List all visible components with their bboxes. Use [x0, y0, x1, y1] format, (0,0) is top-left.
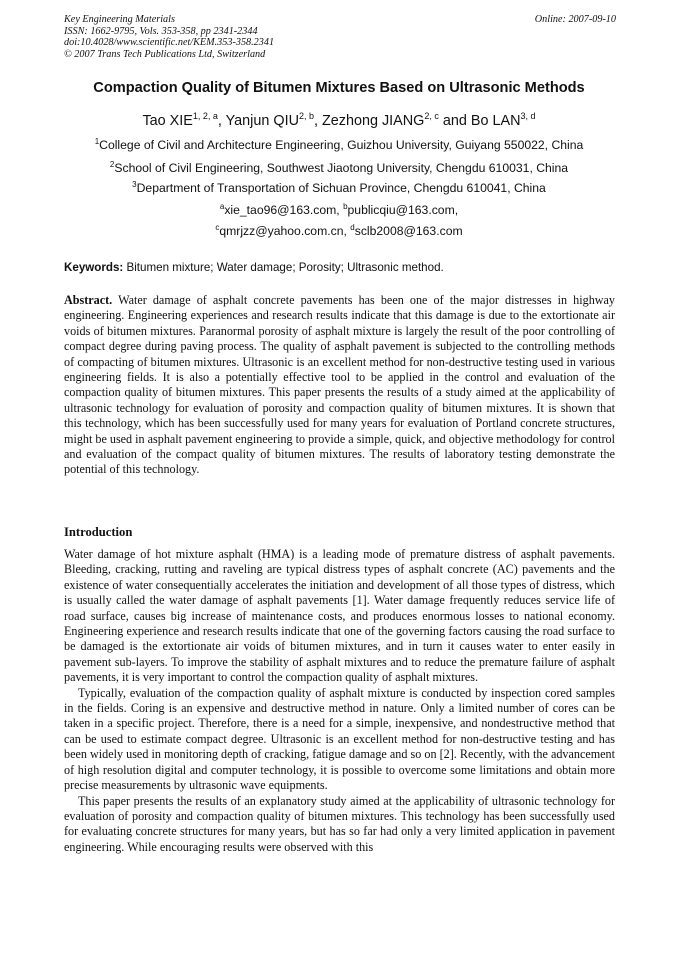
issn-line: ISSN: 1662-9795, Vols. 353-358, pp 2341-2344 [64, 25, 258, 37]
affiliation-text: College of Civil and Architecture Engineering, Guizhou University, Guiyang 550022, China [99, 138, 584, 152]
journal-header [64, 14, 616, 60]
keywords [64, 261, 616, 274]
email-text: qmrjzz@yahoo.com.cn, [219, 224, 351, 238]
affiliation-3 [40, 181, 638, 195]
affiliation-1 [40, 138, 638, 152]
email-sup: c [215, 222, 220, 232]
email-sup: b [343, 201, 348, 211]
affiliation-text: Department of Transportation of Sichuan Province, Chengdu 610041, China [136, 181, 546, 195]
author-sup: 2, c [424, 111, 439, 122]
affiliation-sup: 2 [109, 159, 115, 169]
author-sup: 3, d [520, 111, 536, 122]
keywords-label: Keywords: [64, 261, 124, 274]
abstract-label: Abstract. [64, 293, 113, 307]
paragraph: Water damage of hot mixture asphalt (HMA) is a leading mode of premature distress of asphalt pavements. Bleeding, cracking, rutting and raveling are typical distress types of asphalt concrete (AC) pavements and the existence of water consequentially accelerates the initiation and development of all those types of distress, which is usually called the water damage of asphalt pavements [1]. Water damage frequently reduces service life of road surface, causes big increase of maintenance costs, and produces enormous losses to national economy. Engineering experience and research results indicate that one of the governing factors causing the road surface to be damaged is the extortionate air voids of bitumen mixtures, and in turn it causes water to enter easily in pavement sub-layers. To improve the stability of asphalt mixtures and to reduce the premature failure of asphalt pavements, it is very important to control the compaction quality of asphalt mixtures. [64, 547, 615, 685]
author-name: Tao XIE [142, 113, 193, 129]
author-separator: , [217, 113, 226, 129]
author-name: Bo LAN [470, 113, 521, 129]
author-line [40, 113, 638, 129]
paragraph: This paper presents the results of an explanatory study aimed at the applicability of ultrasonic technology for evaluation of porosity and compaction quality of bitumen mixtures. This technology has been successfully used for evaluating concrete structures for many years, but has so far had only a very limited application in pavement engineering. While encouraging results were observed with this [64, 793, 615, 854]
paper-title: Compaction Quality of Bitumen Mixtures Based on Ultrasonic Methods [93, 80, 585, 96]
copyright-line: © 2007 Trans Tech Publications Ltd, Switzerland [64, 48, 266, 60]
affiliation-text: School of Civil Engineering, Southwest Jiaotong University, Chengdu 610031, China [114, 161, 569, 175]
email-sup: d [350, 222, 355, 232]
author-sup: 2, b [298, 111, 314, 122]
abstract-text: Water damage of asphalt concrete pavements has been one of the major distresses in highway engineering. Engineering experiences and research results indicate that this damage is due to the extortionate air voids of bitumen mixtures. Paranormal porosity of asphalt mixture is largely the result of the poor controlling of compact degree during paving process. The quality of asphalt pavement is subjected to the controlling methods of compacting of bitumen mixtures. Ultrasonic is an excellent method for non-destructive testing used in various engineering fields. It is also a potentially effective tool to be applied in the control and evaluation of the compaction quality of bitumen mixtures. This paper presents the results of a study aimed at the applicability of ultrasonic technology for evaluation of porosity and compaction quality of bitumen mixtures. It is shown that this technology, which has been successfully used for many years for evaluation of Portland concrete structures, might be used in asphalt pavement engineering to provide a simple, quick, and objective methodology for control and evaluation of the compact quality of bitumen mixtures. The results of laboratory testing demonstrate the potential of this technology. [64, 293, 615, 477]
affiliation-sup: 3 [132, 179, 137, 189]
paragraph: Typically, evaluation of the compaction quality of asphalt mixture is conducted by inspection cored samples in the fields. Coring is an expensive and destructive method in nature. Only a limited number of cores can be taken in a specific project. Therefore, there is a need for a simple, inexpensive, and nondestructive method that can be used to estimate compact degree. Ultrasonic is an excellent method for non-destructive testing and has been widely used in monitoring depth of cracking, fatigue damage and so on [2]. Recently, with the advancement of high resolution digital and computer technology, it is possible to overcome some limitations and obtain more precise measurements by ultrasonic wave equipments. [64, 685, 615, 793]
author-name: Yanjun QIU [225, 113, 299, 129]
keywords-text: Bitumen mixture; Water damage; Porosity; Ultrasonic method. [123, 261, 444, 274]
email-line-2 [40, 224, 638, 238]
introduction-heading: Introduction [64, 525, 133, 539]
journal-name: Key Engineering Materials [64, 14, 175, 25]
email-text: sclb2008@163.com [354, 224, 463, 238]
email-text: xie_tao96@163.com, [224, 203, 344, 217]
affiliation-2 [40, 161, 638, 175]
author-separator: and [438, 113, 471, 129]
affiliation-sup: 1 [94, 136, 100, 146]
author-separator: , [313, 113, 322, 129]
online-date: Online: 2007-09-10 [534, 14, 616, 25]
doi-line: doi:10.4028/www.scientific.net/KEM.353-358.2341 [64, 37, 275, 49]
introduction-body [64, 547, 615, 855]
email-line-1 [40, 203, 638, 217]
author-sup: 1, 2, a [192, 111, 218, 122]
abstract [64, 293, 615, 478]
email-text: publicqiu@163.com, [347, 203, 459, 217]
author-name: Zezhong JIANG [321, 113, 425, 129]
email-sup: a [219, 201, 225, 211]
